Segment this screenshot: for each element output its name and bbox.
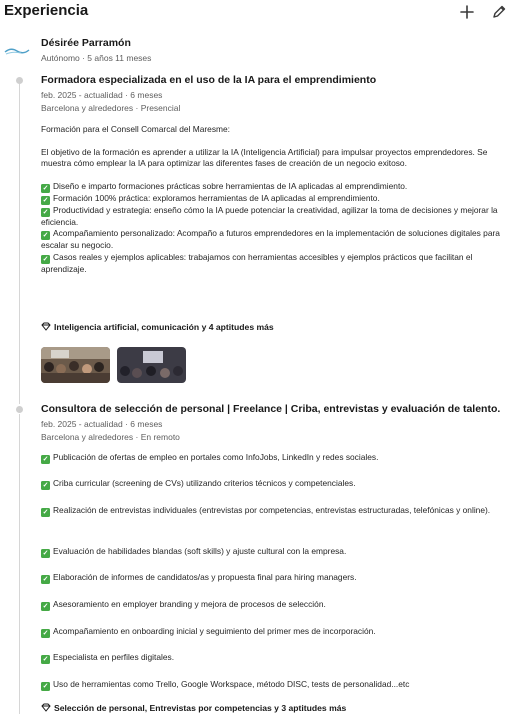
description-bullet: ✓ Uso de herramientas como Trello, Google Workspace, método DISC, tests de personalidad...etc xyxy=(42,679,410,690)
presentation-photo xyxy=(117,347,186,383)
skills-text[interactable]: Inteligencia artificial, comunicación y 4 aptitudes más xyxy=(54,322,274,332)
description-bullet: ✓ Productividad y estrategia: enseño cómo la IA puede potenciar la creatividad, agilizar la toma de decisiones y mejorar la eficiencia. xyxy=(41,204,498,227)
timeline-line xyxy=(19,414,20,714)
description-bullet: ✓ Acompañamiento personalizado: Acompaño a futuros emprendedores en la implementación de soluciones digitales para escalar su negocio. xyxy=(41,228,500,251)
timeline-line xyxy=(19,84,20,404)
check-mark-icon: ✓ xyxy=(42,196,49,204)
media-thumbnail[interactable] xyxy=(117,347,186,383)
plus-icon xyxy=(460,5,474,19)
check-mark-icon: ✓ xyxy=(42,576,49,583)
role-title[interactable]: Consultora de selección de personal | Freelance | Criba, entrevistas y evaluación de talento. xyxy=(41,403,501,415)
diamond-icon xyxy=(41,703,51,712)
check-mark-icon: ✓ xyxy=(42,603,49,610)
timeline-dot xyxy=(16,77,23,84)
diamond-icon xyxy=(41,322,51,331)
description-bullet: ✓ Evaluación de habilidades blandas (soft skills) y ajuste cultural con la empresa. xyxy=(42,546,347,557)
company-meta: Autónomo · 5 años 11 meses xyxy=(41,53,152,63)
description-bullet: ✓ Casos reales y ejemplos aplicables: trabajamos con herramientas accesibles y ejemplos prácticos que facilitan el aprendizaje. xyxy=(41,251,473,274)
skills-text[interactable]: Selección de personal, Entrevistas por competencias y 3 aptitudes más xyxy=(54,703,347,713)
spacer xyxy=(41,136,501,147)
pencil-icon xyxy=(492,5,506,19)
role-description xyxy=(41,124,501,276)
description-bullet: ✓ Especialista en perfiles digitales. xyxy=(42,652,175,663)
check-mark-icon: ✓ xyxy=(42,184,49,192)
check-mark-icon: ✓ xyxy=(42,255,49,263)
role-title[interactable]: Formadora especializada en el uso de la IA para el emprendimiento xyxy=(41,74,377,86)
skills-link[interactable] xyxy=(41,322,274,332)
check-mark-icon: ✓ xyxy=(42,482,49,489)
check-mark-icon: ✓ xyxy=(42,630,49,637)
experience-header xyxy=(4,0,511,26)
check-mark-icon: ✓ xyxy=(42,683,49,690)
section-title: Experiencia xyxy=(4,2,89,19)
check-mark-icon: ✓ xyxy=(42,232,49,240)
edit-experience-button[interactable] xyxy=(488,1,510,23)
description-bullet: ✓ Acompañamiento en onboarding inicial y seguimiento del primer mes de incorporación. xyxy=(42,626,376,637)
description-bullet: ✓ Formación 100% práctica: exploramos herramientas de IA aplicadas al emprendimiento. xyxy=(42,192,380,204)
media-thumbnail[interactable] xyxy=(41,347,110,383)
role-dates: feb. 2025 - actualidad · 6 meses xyxy=(41,90,163,100)
check-mark-icon: ✓ xyxy=(42,509,49,516)
role-dates: feb. 2025 - actualidad · 6 meses xyxy=(41,419,163,429)
classroom-photo xyxy=(41,347,110,383)
check-mark-icon: ✓ xyxy=(42,656,49,663)
add-experience-button[interactable] xyxy=(456,1,478,23)
check-mark-icon: ✓ xyxy=(42,550,49,557)
description-bullet: ✓ Diseño e imparto formaciones prácticas sobre herramientas de IA aplicadas al emprendimiento. xyxy=(42,180,408,192)
skills-link[interactable] xyxy=(41,703,346,713)
description-bullet: ✓ Publicación de ofertas de empleo en portales como InfoJobs, LinkedIn y redes sociales. xyxy=(42,452,379,463)
check-mark-icon: ✓ xyxy=(42,208,49,216)
role-location: Barcelona y alrededores · Presencial xyxy=(41,103,181,113)
company-name[interactable]: Désirée Parramón xyxy=(41,37,131,49)
company-logo xyxy=(3,44,35,58)
company-entry[interactable] xyxy=(0,34,511,68)
description-bullet: ✓ Asesoramiento en employer branding y mejora de procesos de selección. xyxy=(42,599,326,610)
check-mark-icon: ✓ xyxy=(42,456,49,463)
spacer xyxy=(41,170,501,181)
description-intro: Formación para el Consell Comarcal del Maresme: xyxy=(41,124,230,134)
role-location: Barcelona y alrededores · En remoto xyxy=(41,432,180,442)
description-bullet: ✓ Realización de entrevistas individuales (entrevistas por competencias, entrevistas estructuradas, telefónicas y online). xyxy=(42,505,491,516)
description-objective: El objetivo de la formación es aprender a utilizar la IA (Inteligencia Artificial) para impulsar proyectos emprendedores. Se muestra cómo emplear la IA para optimizar las diferentes fases de creación de un negocio exitoso. xyxy=(41,146,488,169)
description-bullet: ✓ Criba curricular (screening de CVs) utilizando criterios técnicos y competenciales. xyxy=(42,478,356,489)
description-bullet: ✓ Elaboración de informes de candidatos/as y propuesta final para hiring managers. xyxy=(42,572,357,583)
timeline-dot xyxy=(16,406,23,413)
